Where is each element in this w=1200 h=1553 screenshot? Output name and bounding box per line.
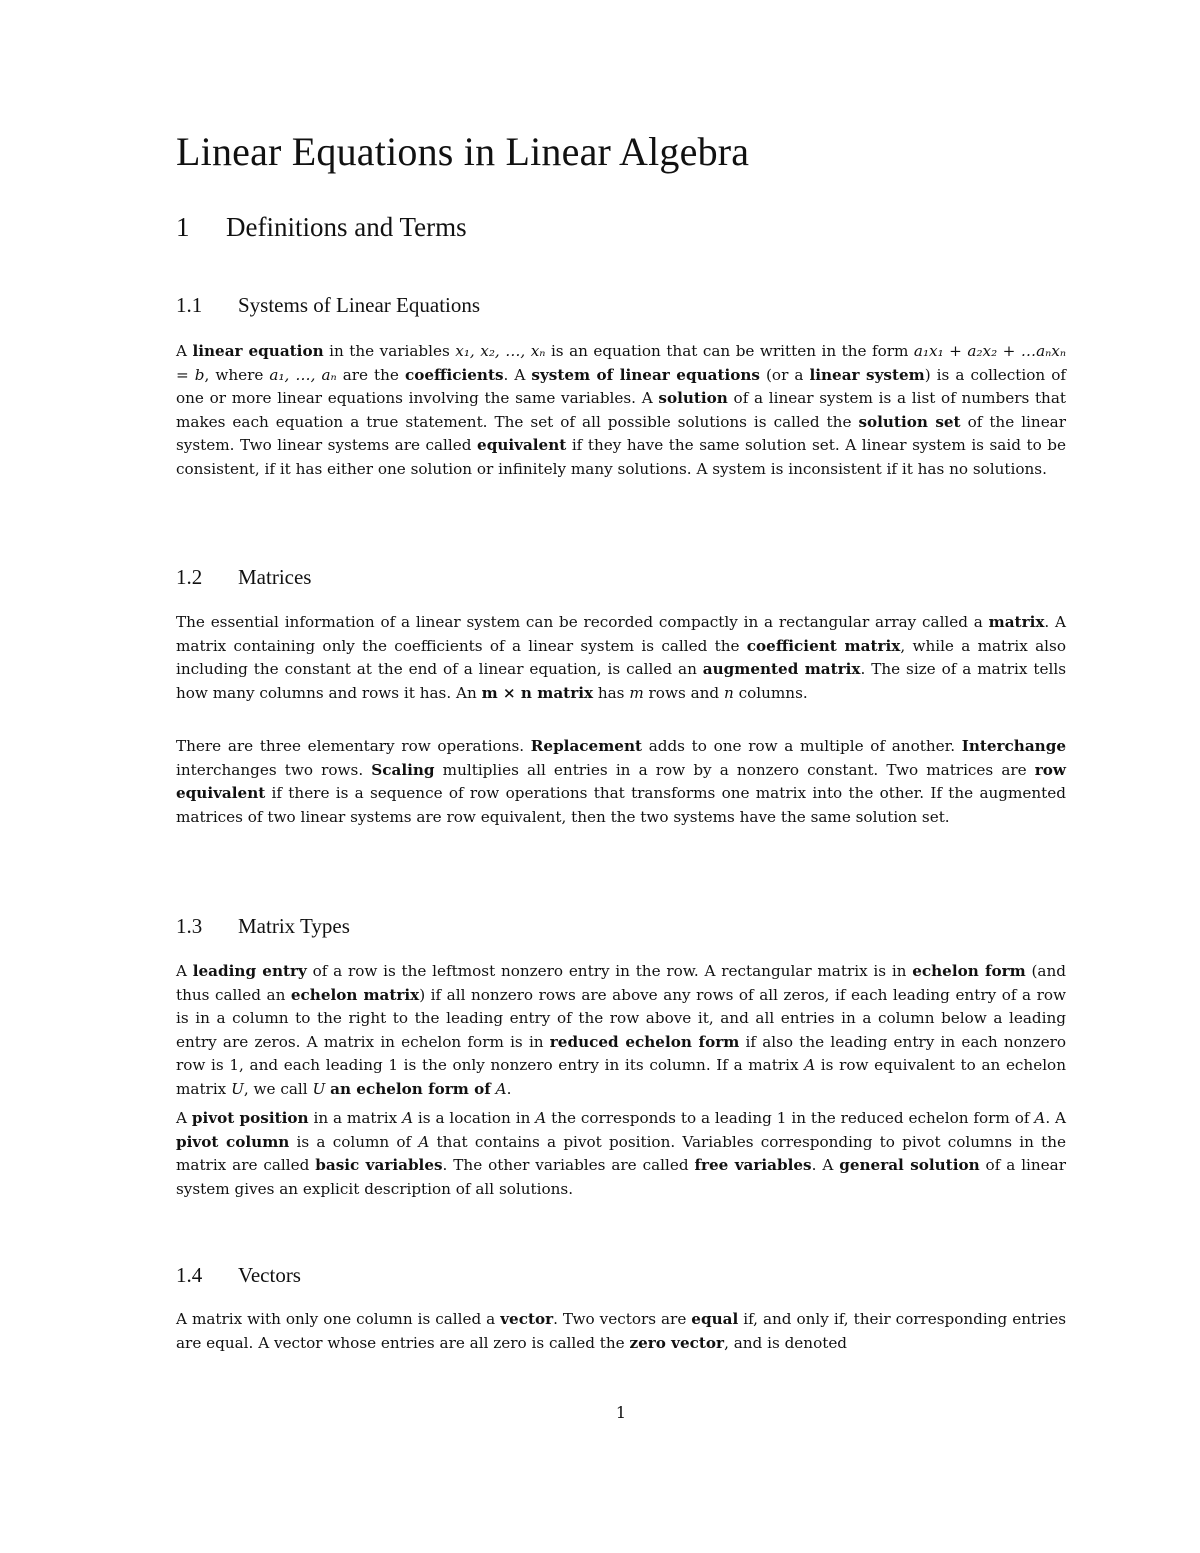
defined-term: equal — [691, 1310, 739, 1328]
defined-term: free variables — [694, 1156, 812, 1174]
defined-term: coefficients — [404, 365, 504, 384]
text-run: is an equation that can be written in the form — [545, 342, 914, 360]
math-expression: x₁, x₂, …, xₙ — [455, 342, 546, 360]
defined-term: Scaling — [371, 760, 435, 779]
text-run: . The other variables are called — [442, 1156, 695, 1174]
text-run: . A — [1045, 1109, 1071, 1127]
math-expression: a₁, …, aₙ — [269, 365, 337, 384]
math-expression: m — [629, 683, 644, 702]
document-title: Linear Equations in Linear Algebra — [176, 129, 750, 174]
text-run: if they have the same solution set. A linear system is said to be consistent, if it has either one solution or infinitely many solutions. A system is inconsistent if it has no solutions. — [176, 436, 1071, 478]
defined-term: reduced echelon form — [549, 1032, 740, 1051]
defined-term: system of linear equations — [531, 365, 760, 384]
text-run: in a matrix — [308, 1109, 403, 1127]
math-expression: A — [402, 1109, 414, 1127]
subsection-heading-1-1 — [176, 293, 480, 318]
text-run: that contains a pivot position. Variables corresponding to pivot columns in the matrix are called — [176, 1132, 1071, 1174]
text-run: ) is a collection of one or more linear equations involving the same variables. A — [176, 365, 1071, 407]
defined-term: linear system — [809, 365, 925, 384]
text-run: the corresponds to a leading 1 in the reduced echelon form of — [546, 1109, 1035, 1127]
defined-term: Replacement — [530, 737, 642, 755]
defined-term: linear equation — [192, 342, 324, 360]
defined-term: echelon matrix — [290, 985, 420, 1004]
subsection-title: Systems of Linear Equations — [238, 293, 481, 317]
text-run: A — [176, 342, 193, 360]
text-run: is a column of — [289, 1132, 419, 1151]
text-run: if also the leading entry in each nonzero row is 1, and each leading 1 is the only nonzero entry in its column. If a matrix — [176, 1032, 1071, 1074]
defined-term: pivot position — [191, 1109, 309, 1127]
subsection-heading-1-3 — [176, 914, 350, 939]
paragraph-matrix-types-2 — [176, 1107, 1071, 1201]
defined-term: augmented matrix — [702, 660, 861, 678]
section-number: 1 — [176, 212, 190, 242]
math-expression: A — [804, 1056, 816, 1074]
subsection-title: Matrix Types — [238, 914, 350, 938]
paragraph-systems — [176, 340, 1071, 481]
text-run: (and thus called an — [176, 962, 1071, 1004]
text-run: ) if all nonzero rows are above any rows of all zeros, if each leading entry of a row is in a column to the right to the leading entry of the row above it, and all entries in a column below a leading entry are zeros. A matrix in echelon form is in — [176, 985, 1071, 1051]
text-run: (or a — [759, 365, 810, 384]
text-run: interchanges two rows. — [176, 737, 1071, 779]
text-run: . The size of a matrix tells how many columns and rows it has. An — [176, 660, 1071, 702]
subsection-number: 1.2 — [176, 565, 203, 589]
defined-term: row equivalent — [176, 760, 1066, 802]
text-run: has — [593, 683, 630, 702]
text-run: columns. — [733, 683, 808, 702]
text-run: The essential information of a linear system can be recorded compactly in a rectangular array called a — [176, 613, 989, 631]
text-run: of a linear system is a list of numbers that makes each equation a true statement. The set of all possible solutions is called the — [176, 389, 1071, 431]
subsection-number: 1.4 — [176, 1263, 203, 1287]
text-run: of a row is the leftmost nonzero entry in the row. A rectangular matrix is in — [306, 962, 913, 980]
text-run: if there is a sequence of row operations that transforms one matrix into the other. If the augmented matrices of two linear systems are row equivalent, then the two systems have the same solution set. — [176, 784, 1071, 826]
section-heading-1 — [176, 212, 467, 243]
subsection-title: Vectors — [238, 1263, 301, 1287]
defined-term: an echelon form of — [330, 1079, 491, 1098]
text-run: , while a matrix also including the constant at the end of a linear equation, is called an — [176, 636, 1071, 678]
defined-term: echelon form — [912, 962, 1026, 980]
math-expression: U — [312, 1079, 326, 1098]
paragraph-matrices-1 — [176, 611, 1071, 705]
defined-term: m × n matrix — [481, 683, 594, 702]
text-run: , and is denoted — [724, 1333, 848, 1352]
paragraph-vectors — [176, 1308, 1071, 1355]
math-expression: U — [231, 1079, 244, 1098]
math-expression: A — [535, 1109, 547, 1127]
defined-term: pivot column — [176, 1132, 290, 1151]
subsection-title: Matrices — [238, 565, 312, 589]
paragraph-matrices-2 — [176, 735, 1071, 829]
defined-term: solution — [658, 389, 728, 407]
defined-term: vector — [500, 1310, 554, 1328]
section-title: Definitions and Terms — [226, 212, 467, 242]
page-number: 1 — [615, 1403, 627, 1422]
math-expression: n — [723, 683, 734, 702]
subsection-number: 1.1 — [176, 293, 203, 317]
defined-term: Interchange — [961, 737, 1066, 755]
text-run: . — [506, 1079, 512, 1098]
text-run: A — [176, 1109, 192, 1127]
defined-term: zero vector — [629, 1333, 725, 1352]
subsection-heading-1-2 — [176, 565, 311, 590]
math-expression: a₁x₁ + a₂x₂ + …aₙxₙ = b — [176, 342, 1067, 384]
text-run: . A matrix containing only the coefficients of a linear system is called the — [176, 613, 1071, 655]
text-run: if, and only if, their corresponding entries are equal. A vector whose entries are all zero is called the — [176, 1310, 1071, 1352]
defined-term: equivalent — [477, 436, 567, 454]
text-run: of the linear system. Two linear systems are called — [176, 412, 1071, 454]
text-run: . A — [503, 365, 532, 384]
text-run: A matrix with only one column is called a — [176, 1310, 501, 1328]
text-run: , where — [204, 365, 270, 384]
text-run: multiplies all entries in a row by a nonzero constant. Two matrices are — [434, 760, 1035, 779]
text-run: There are three elementary row operations. — [176, 737, 531, 755]
defined-term: leading entry — [192, 962, 307, 980]
defined-term: basic variables — [315, 1156, 443, 1174]
defined-term: coefficient matrix — [746, 636, 901, 655]
text-run: in the variables — [323, 342, 456, 360]
text-run: . A — [811, 1156, 840, 1174]
text-run: is a location in — [413, 1109, 536, 1127]
text-run: , we call — [243, 1079, 313, 1098]
paragraph-matrix-types-1 — [176, 960, 1071, 1101]
defined-term: solution set — [858, 412, 961, 431]
subsection-heading-1-4 — [176, 1263, 301, 1288]
text-run: is row equivalent to an echelon matrix — [176, 1056, 1071, 1098]
subsection-number: 1.3 — [176, 914, 203, 938]
math-expression: A — [1034, 1109, 1046, 1127]
math-expression: A — [418, 1132, 430, 1151]
text-run: . Two vectors are — [553, 1310, 692, 1328]
defined-term: matrix — [988, 613, 1045, 631]
defined-term: general solution — [839, 1156, 980, 1174]
text-run: rows and — [643, 683, 724, 702]
text-run: A — [176, 962, 193, 980]
text-run: adds to one row a multiple of another. — [642, 737, 962, 755]
math-expression: A — [495, 1079, 507, 1098]
text-run: are the — [336, 365, 405, 384]
text-run: of a linear system gives an explicit description of all solutions. — [176, 1156, 1071, 1198]
